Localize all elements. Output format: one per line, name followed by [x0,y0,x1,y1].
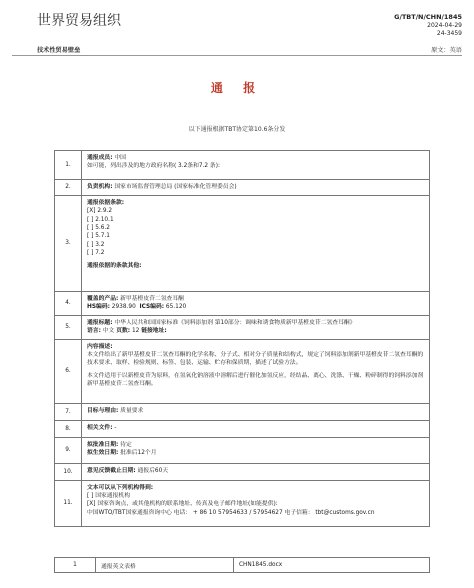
field-label: 内容描述: [87,344,113,350]
hs-code-label: HS编码: [87,304,110,311]
field-value: - [112,425,117,431]
table-row [55,180,430,196]
row-content [82,196,430,292]
field-value: 中国 [112,155,126,161]
intro-text: 以下通报根据TBT协定第10.6条分发 [188,126,286,133]
field-label: 目标与理由: [87,408,119,414]
row-number: 5. [55,316,82,340]
field-value: 批准后12个月 [118,450,157,457]
document-meta [394,13,462,39]
attachment-number: 1 [55,558,96,573]
row-content [82,292,430,316]
table-row [55,481,430,527]
field-label: 覆盖的产品: [87,296,119,302]
source-option: [ ] 国家通报机构 [87,493,130,500]
row-content [82,438,430,464]
attachment-table [54,557,430,573]
attachment-name: 通报英文表格 [96,558,234,573]
field-value: 国家市场监督管理总局 (国家标准化管理委员会) [112,184,237,190]
table-row [55,404,430,421]
language-label: 语言: [87,328,101,335]
field-note: 如可能，列出涉及的地方政府名称( 3.2条和7.2 条): [87,163,220,170]
field-label: 负责机构: [87,184,113,190]
table-row [55,340,430,404]
link-label: 链接地址: [141,328,167,335]
description-paragraph: 本文件给出了新甲基橙皮苷二氢查耳酮的化学名称、分子式、相对分子质量和结构式，规定了饲料添加剂新甲基橙皮苷二氢查耳酮的技术要求、取样、检验规则、标签、包装、运输、贮存和保质期，描述了试验方法。 [87,352,424,367]
notification-title: 通 报 [210,81,264,95]
table-row [55,316,430,340]
field-label: 文本可以从下列机构得到: [87,485,154,491]
field-value: 通报后60天 [135,468,169,474]
row-number: 8. [55,421,82,438]
row-content [82,404,430,421]
document-reference: 24-3459 [436,30,462,38]
row-content [82,151,430,180]
field-label: 拟生效日期: [87,450,119,457]
row-content [82,180,430,196]
header-divider [12,55,462,56]
field-label: 通报依据条款: [87,200,125,206]
field-label: 通报依据的条款其他: [87,262,142,269]
row-number: 4. [55,292,82,316]
clause-item: [ ] 5.7.1 [87,233,110,240]
row-content [82,316,430,340]
pages-value: 12 [130,328,142,335]
row-number: 3. [55,196,82,292]
organization-title: 世界贸易组织 [37,13,121,29]
contact-info: 中国WTO/TBT国家通报咨询中心 电话： + 86 10 57954633 / 57954627 电子信箱： tbt@customs.gov.cn [87,509,375,516]
row-number: 7. [55,404,82,421]
table-row [55,421,430,438]
row-number: 6. [55,340,82,404]
original-language: 原文：英语 [431,47,462,54]
hs-code-value: 2938.90 [109,304,136,311]
field-value: 中华人民共和国国家标准《饲料添加剂 第10部分：调味和诱食物质新甲基橙皮苷二氢查耳酮》 [112,320,356,326]
row-content [82,464,430,481]
field-label: 通报标题: [87,320,113,326]
table-row [55,438,430,464]
ics-code-value: 65.120 [164,304,187,311]
table-row [55,196,430,292]
field-value: 质量要求 [118,408,144,414]
description-paragraph: 本文件适用于以新橙皮苷为原料，在氢氧化钠溶液中溶解后进行催化加氢反应，经结晶、离心、洗涤、干燥、粉碎制得的饲料添加剂新甲基橙皮苷二氢查耳酮。 [87,372,424,387]
table-row [55,151,430,180]
attachment-file-link[interactable]: CHN1845.docx [234,558,430,573]
row-content [82,421,430,438]
table-row [55,292,430,316]
field-label: 相关文件: [87,425,113,431]
language-value: 中文 [100,328,117,335]
field-value: 新甲基橙皮苷二氢查耳酮 [118,296,184,302]
field-label: 拟批准日期: [87,442,119,448]
row-number: 2. [55,180,82,196]
clause-item: [ ] 5.6.2 [87,225,110,232]
document-symbol: G/TBT/N/CHN/1845 [394,13,462,21]
field-value: 待定 [118,442,132,448]
clause-list [87,207,424,257]
row-content [82,340,430,404]
clause-item: [ ] 7.2 [87,250,105,257]
clause-item: [X] 2.9.2 [87,208,113,215]
row-number: 10. [55,464,82,481]
pages-label: 页数: [116,328,131,335]
row-number: 1. [55,151,82,180]
ics-code-label: ICS编码: [139,304,165,311]
field-label: 意见反馈截止日期: [87,468,136,474]
row-number: 9. [55,438,82,464]
committee-name: 技术性贸易壁垒 [37,47,81,54]
table-row [55,464,430,481]
clause-item: [ ] 2.10.1 [87,216,114,223]
notification-table [54,150,430,527]
row-content [82,481,430,527]
clause-item: [ ] 3.2 [87,241,105,248]
field-label: 通报成员: [87,155,113,161]
attachment-row [55,558,430,573]
row-number: 11. [55,481,82,527]
document-date: 2024-04-29 [427,21,462,29]
source-option: [X] 国家咨询点，或其他机构的联系地址、传真及电子邮件地址(如能提供): [87,501,278,508]
